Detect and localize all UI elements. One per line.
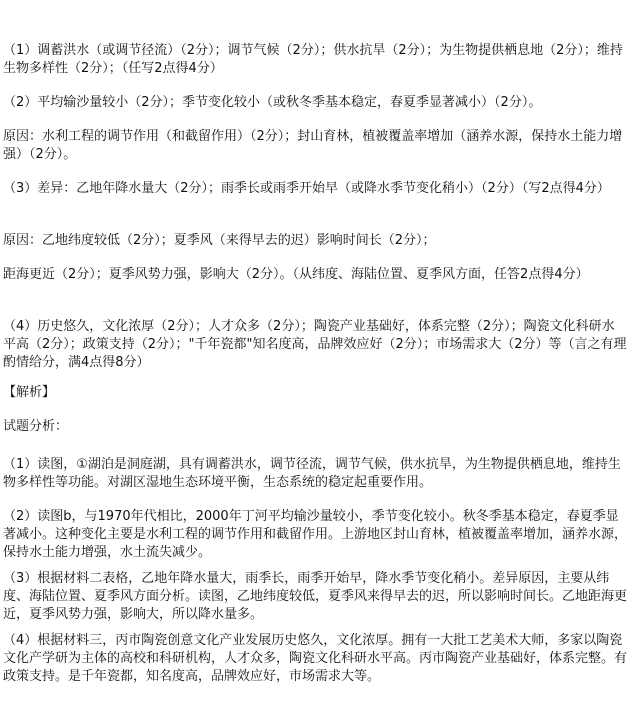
analysis-part-2: （2）读图b，与1970年代相比，2000年丁河平均输沙量较小，季节变化较小。秋冬季基本稳定，春夏季显著减小。这种变化主要是水利工程的调节作用和截留作用。上游地区封山育林，植被覆盖率增加，涵养水源，保持水土能力增强，水土流失减少。: [3, 509, 628, 560]
analysis-part-4: （4）根据材料三，丙市陶瓷创意文化产业发展历史悠久，文化浓厚。拥有一大批工艺美术大师，多家以陶瓷文化产学研为主体的高校和科研机构，人才众多，陶瓷文化科研水平高。丙市陶瓷产业基础好，体系完整。有政策支持。是千年瓷都，知名度高，品牌效应好，市场需求大等。: [3, 633, 628, 684]
answer-part-1: （1）调蓄洪水（或调节径流）（2分）；调节气候（2分）；供水抗旱（2分）；为生物提供栖息地（2分）；维持生物多样性（2分）；（任写2点得4分）: [3, 43, 623, 76]
answer-part-3-reason: 原因：乙地纬度较低（2分）；夏季风（来得早去的迟）影响时间长（2分）；: [3, 233, 436, 248]
answer-part-3: （3）差异：乙地年降水量大（2分）；雨季长或雨季开始早（或降水季节变化稍小）（2分）（写2点得4分）: [3, 181, 610, 196]
answer-part-2-reason: 原因：水利工程的调节作用（和截留作用）（2分）；封山育林，植被覆盖率增加（涵养水源，保持水土能力增强）（2分）。: [3, 129, 623, 162]
answer-part-2: （2）平均输沙量较小（2分）；季节变化较小（或秋冬季基本稳定，春夏季显著减小）（2分）。: [3, 95, 542, 110]
analysis-heading: 【解析】: [3, 385, 56, 400]
answer-part-4: （4）历史悠久，文化浓厚（2分）；人才众多（2分）；陶瓷产业基础好，体系完整（2分）；陶瓷文化科研水平高（2分）；政策支持（2分）；"千年瓷都"知名度高，品牌效应好（2分）；市场需求大（2分）等（言之有理酌情给分，满4点得8分）: [3, 319, 627, 370]
answer-part-3-reason-cont: 距海更近（2分）；夏季风势力强，影响大（2分）。（从纬度、海陆位置、夏季风方面，任答2点得4分）: [3, 267, 589, 282]
analysis-part-1: （1）读图，①湖泊是洞庭湖，具有调蓄洪水，调节径流，调节气候，供水抗旱，为生物提供栖息地，维持生物多样性等功能。对湖区湿地生态环境平衡，生态系统的稳定起重要作用。: [3, 457, 621, 490]
analysis-intro: 试题分析：: [3, 419, 69, 434]
analysis-part-3: （3）根据材料二表格，乙地年降水量大，雨季长，雨季开始早，降水季节变化稍小。差异原因，主要从纬度、海陆位置、夏季风方面分析。读图，乙地纬度较低，夏季风来得早去的迟，所以影响时间长。乙地距海更近，夏季风势力强，影响大，所以降水量多。: [3, 571, 628, 622]
